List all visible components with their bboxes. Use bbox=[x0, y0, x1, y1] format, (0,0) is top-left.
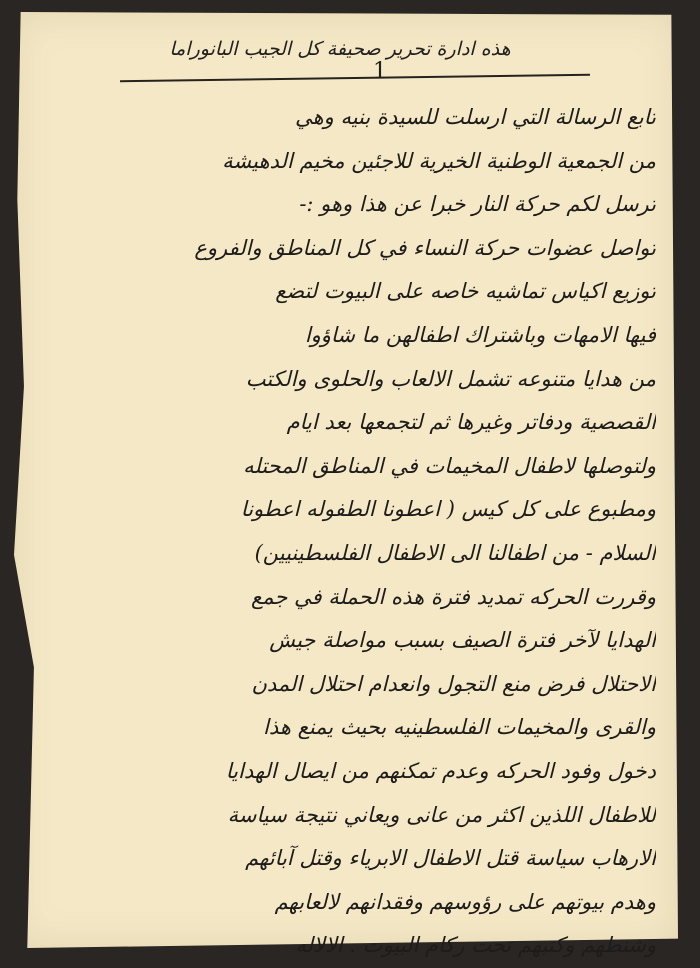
text-line: تواصل عضوات حركة النساء في كل المناطق والفروع bbox=[194, 235, 656, 260]
text-line: الاحتلال فرض منع التجول وانعدام احتلال المدن bbox=[251, 671, 656, 696]
text-line: الهدايا لآخر فترة الصيف بسبب مواصلة جيش bbox=[269, 628, 656, 653]
text-line: وشنطهم وكتبهم تحت ركام البيوت . الالاله bbox=[295, 933, 656, 958]
text-line: تابع الرسالة التي ارسلت للسيدة بنيه وهي bbox=[295, 105, 656, 129]
letter-body bbox=[42, 96, 656, 968]
text-line: ولتوصلها لاطفال المخيمات في المناطق المحتله bbox=[243, 453, 656, 478]
text-line: من هدايا متنوعه تشمل الالعاب والحلوى والكتب bbox=[245, 366, 656, 391]
text-line: ترسل لكم حركة النار خبرا عن هذا وهو :- bbox=[299, 192, 656, 217]
text-line: السلام - من اطفالنا الى الاطفال الفلسطينيين) bbox=[254, 540, 656, 565]
text-line: للاطفال اللذين اكثر من عانى ويعاني نتيجة سياسة bbox=[227, 802, 656, 827]
text-line: من الجمعية الوطنية الخيرية للاجئين مخيم الدهيشة bbox=[222, 148, 656, 173]
text-line: والقرى والمخيمات الفلسطينيه بحيث يمنع هذا bbox=[263, 715, 656, 740]
text-line: الارهاب سياسة قتل الاطفال الابرياء وقتل آبائهم bbox=[245, 846, 656, 871]
text-line: دخول وفود الحركه وعدم تمكنهم من ايصال الهدايا bbox=[225, 758, 656, 783]
page-number: 1 bbox=[373, 59, 387, 84]
text-line: وهدم بيوتهم على رؤوسهم وفقدانهم لالعابهم bbox=[274, 889, 656, 914]
text-line: ومطبوع على كل كيس ( اعطونا الطفوله اعطونا bbox=[240, 497, 656, 522]
text-line: وقررت الحركه تمديد فترة هذه الحملة في جمع bbox=[251, 584, 656, 609]
text-line: توزيع اكياس تماشيه خاصه على البيوت لتضع bbox=[275, 279, 656, 304]
letter-heading: هذه ادارة تحرير صحيفة كل الجيب البانوراما bbox=[169, 38, 511, 60]
text-line: فيها الامهات وباشتراك اطفالهن ما شاؤوا bbox=[304, 322, 656, 347]
text-line: القصصية ودفاتر وغيرها ثم لتجمعها بعد ايام bbox=[286, 410, 656, 435]
